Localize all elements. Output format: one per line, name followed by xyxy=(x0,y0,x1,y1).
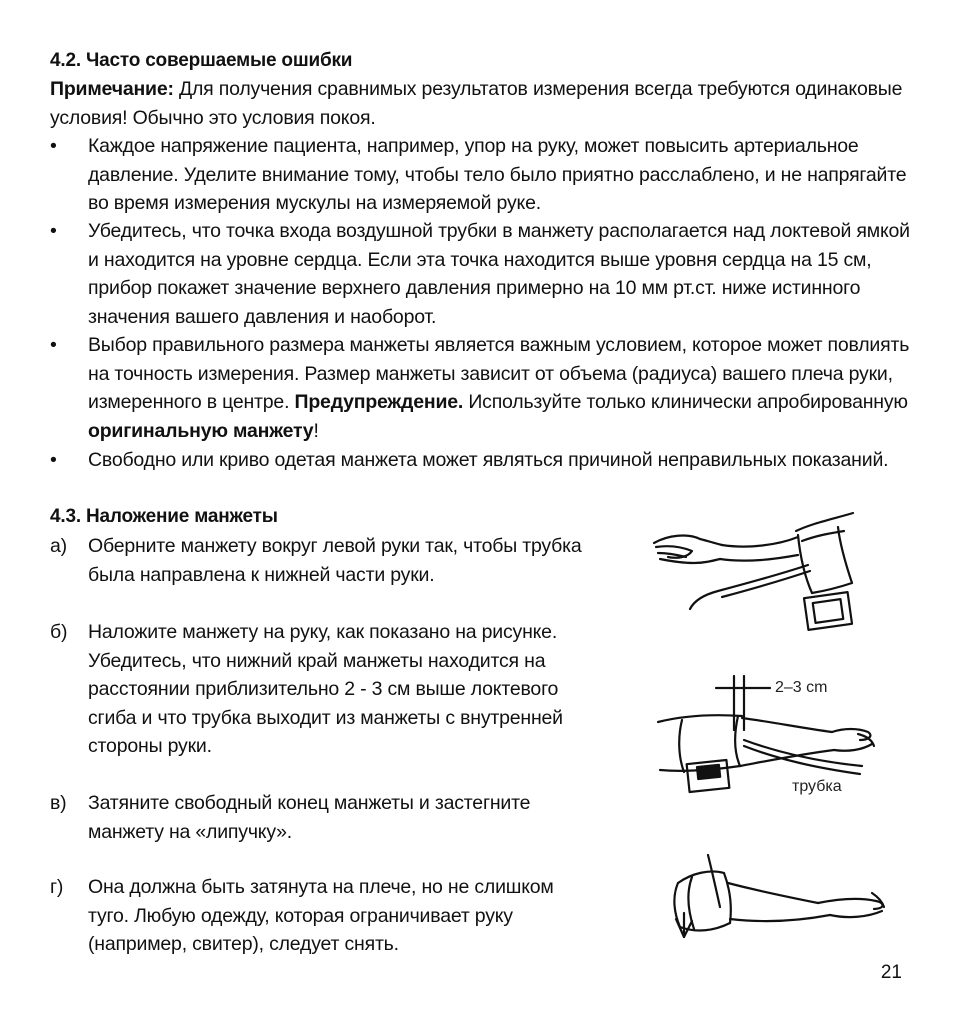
bullet3-part1: Выбор правильного размера манжеты является важным условием, которое может повлиять на точность измерения. Размер манжеты зависит от объема (радиуса) вашего плеча руки, измеренного в центре. xyxy=(88,334,910,413)
bullet3-part3: ! xyxy=(313,419,319,442)
step-marker: г) xyxy=(50,876,64,898)
warning-label: Предупреждение. xyxy=(294,391,464,413)
step-text: Она должна быть затянута на плече, но не слишком туго. Любую одежду, которая ограничивает руку (например, свитер), следует снять. xyxy=(88,876,554,955)
bullet-item xyxy=(50,217,910,331)
bullet-item xyxy=(50,446,910,475)
step-item xyxy=(50,789,590,846)
step-text: Затяните свободный конец манжеты и застегните манжету на «липучку». xyxy=(88,792,531,843)
distance-label: 2–3 cm xyxy=(775,679,828,696)
bullet-text xyxy=(88,331,910,445)
step-marker: б) xyxy=(50,621,68,643)
step-marker: в) xyxy=(50,792,67,814)
bullet-text: Убедитесь, что точка входа воздушной трубки в манжету располагается над локтевой ямкой и находится на уровне сердца. Если эта точка находится выше уровня сердца на 15 см, прибор покажет значение верхнего давления примерно на 10 мм рт.ст. ниже истинного значения вашего давления и наоборот. xyxy=(88,220,910,328)
bullet-marker: • xyxy=(50,220,57,242)
step-text: Оберните манжету вокруг левой руки так, чтобы трубка была направлена к нижней части руки. xyxy=(88,535,582,586)
figure-cuff-tighten xyxy=(668,853,893,943)
step-item xyxy=(50,532,590,589)
note-paragraph xyxy=(50,75,910,132)
tube-label: трубка xyxy=(792,778,842,795)
note-label: Примечание: xyxy=(50,78,174,100)
figure-cuff-wrap xyxy=(648,505,863,635)
step-text: Наложите манжету на руку, как показано на рисунке. Убедитесь, что нижний край манжеты находится на расстоянии приблизительно 2 - 3 см выше локтевого сгиба и что трубка выходит из манжеты с внутренней стороны руки. xyxy=(88,621,563,757)
arm-cuff-wrap-illustration xyxy=(648,505,863,635)
bullet-marker: • xyxy=(50,135,57,157)
bullet-marker: • xyxy=(50,334,57,356)
section-43-heading: 4.3. Наложение манжеты xyxy=(50,506,278,527)
arm-cuff-tighten-illustration xyxy=(668,853,893,943)
step-item xyxy=(50,873,590,959)
original-cuff-label: оригинальную манжету xyxy=(88,419,314,442)
bullet3-part2: Используйте только клинически апробированную xyxy=(463,391,908,413)
figure-cuff-position xyxy=(652,670,882,805)
page-number: 21 xyxy=(880,962,902,983)
bullet-marker: • xyxy=(50,449,57,471)
arm-cuff-position-illustration xyxy=(652,670,882,805)
bullet-text: Свободно или криво одетая манжета может являться причиной неправильных показаний. xyxy=(88,449,889,471)
section-42-heading: 4.2. Часто совершаемые ошибки xyxy=(50,50,353,71)
step-marker: а) xyxy=(50,535,67,557)
step-item xyxy=(50,618,590,761)
note-text: Для получения сравнимых результатов измерения всегда требуются одинаковые условия! Обычно это условия покоя. xyxy=(50,78,903,129)
bullet-text: Каждое напряжение пациента, например, упор на руку, может повысить артериальное давление. Уделите внимание тому, чтобы тело было приятно расслаблено, и не напрягайте во время измерения мускулы на измеряемой руке. xyxy=(88,135,907,214)
bullet-item xyxy=(50,132,910,218)
bullet-item xyxy=(50,331,910,445)
